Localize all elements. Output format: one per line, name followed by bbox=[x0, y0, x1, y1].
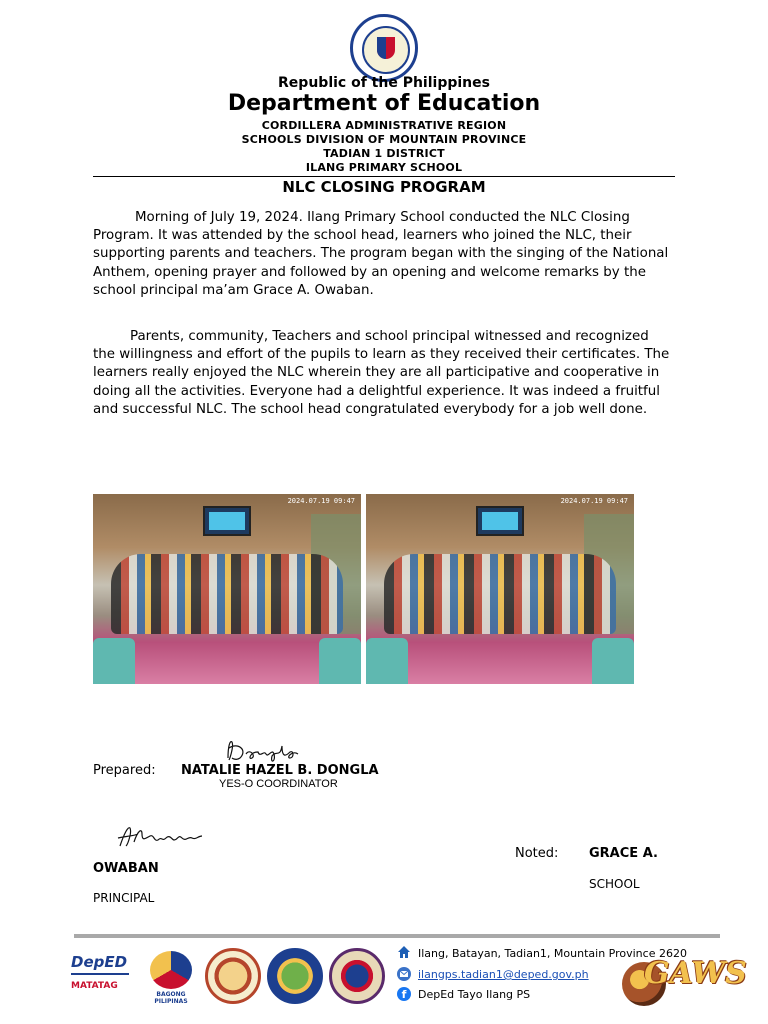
noted-name-last: OWABAN bbox=[93, 861, 159, 876]
school-heading: ILANG PRIMARY SCHOOL bbox=[305, 161, 463, 174]
region-heading: CORDILLERA ADMINISTRATIVE REGION bbox=[261, 119, 507, 132]
deped-logo-text: DepED bbox=[71, 953, 128, 971]
district-heading: TADIAN 1 DISTRICT bbox=[323, 147, 445, 160]
deped-seal-logo bbox=[350, 14, 418, 82]
noted-name-first: GRACE A. bbox=[589, 846, 658, 861]
photo-timestamp: 2024.07.19 09:47 bbox=[287, 497, 355, 505]
noted-title-principal: PRINCIPAL bbox=[93, 891, 155, 905]
deped-region-seal-logo bbox=[205, 948, 261, 1004]
prepared-name: NATALIE HAZEL B. DONGLA bbox=[181, 763, 379, 778]
header-divider bbox=[93, 176, 675, 177]
gaws-logo-text: GAWS bbox=[644, 956, 747, 991]
event-photo-1 bbox=[93, 494, 361, 684]
photo-crowd bbox=[111, 554, 343, 634]
paragraph-1-text: Morning of July 19, 2024. Ilang Primary School conducted the NLC Closing Program. It was attended by the school head, learners who joined the NLC, their supporting parents and teachers. The program began with the singing of the National Anthem, opening prayer and followed by an opening and welcome remarks by the school principal ma’am Grace A. Owaban. bbox=[93, 210, 669, 298]
tv-screen bbox=[203, 506, 251, 536]
prepared-title: YES-O COORDINATOR bbox=[219, 778, 338, 790]
photo-chair bbox=[93, 638, 135, 684]
photo-timestamp: 2024.07.19 09:47 bbox=[560, 497, 628, 505]
deped-matatag-logo bbox=[71, 953, 131, 1003]
photo-crowd bbox=[384, 554, 616, 634]
school-email-link[interactable]: ilangps.tadian1@deped.gov.ph bbox=[418, 968, 589, 981]
paragraph-2 bbox=[93, 328, 673, 419]
email-icon bbox=[397, 967, 411, 981]
seal-inner-ring bbox=[362, 26, 410, 74]
department-heading: Department of Education bbox=[227, 91, 541, 116]
bagong-pilipinas-logo bbox=[146, 951, 196, 1005]
photo-chair bbox=[592, 638, 634, 684]
logo-bar bbox=[71, 973, 129, 975]
footer-divider bbox=[74, 934, 720, 938]
paragraph-1 bbox=[93, 209, 673, 300]
gaws-logo bbox=[620, 950, 747, 1006]
paragraph-2-text: Parents, community, Teachers and school principal witnessed and recognized the willingness and effort of the pupils to learn as they received their certificates. The learners really enjoyed the NLC wherein they are all participative and cooperative in doing all the activities. Everyone had a delightful experience. It was indeed a fruitful and successful NLC. The school head congratulated everybody for a job well done. bbox=[93, 329, 670, 417]
facebook-page: DepEd Tayo Ilang PS bbox=[418, 988, 531, 1001]
prepared-label: Prepared: bbox=[93, 763, 156, 778]
document-title: NLC CLOSING PROGRAM bbox=[282, 178, 486, 196]
noted-title-school: SCHOOL bbox=[589, 877, 640, 891]
prepared-signature bbox=[224, 736, 314, 766]
event-photo-2 bbox=[366, 494, 634, 684]
noted-label: Noted: bbox=[515, 846, 559, 861]
seal-shield-icon bbox=[377, 37, 395, 59]
bagong-pilipinas-emblem bbox=[150, 951, 192, 989]
facebook-icon: f bbox=[397, 987, 411, 1001]
division-heading: SCHOOLS DIVISION OF MOUNTAIN PROVINCE bbox=[241, 133, 527, 146]
deped-division-seal-logo bbox=[267, 948, 323, 1004]
school-address: Ilang, Batayan, Tadian1, Mountain Province 2620 bbox=[418, 947, 687, 960]
bagong-pilipinas-text: BAGONG PILIPINAS bbox=[154, 991, 188, 1005]
photo-chair bbox=[366, 638, 408, 684]
tv-screen bbox=[476, 506, 524, 536]
home-icon bbox=[397, 945, 411, 959]
photo-chair bbox=[319, 638, 361, 684]
noted-signature bbox=[116, 820, 206, 852]
school-seal-logo bbox=[329, 948, 385, 1004]
matatag-logo-text: MATATAG bbox=[71, 981, 118, 991]
republic-heading: Republic of the Philippines bbox=[278, 75, 490, 91]
